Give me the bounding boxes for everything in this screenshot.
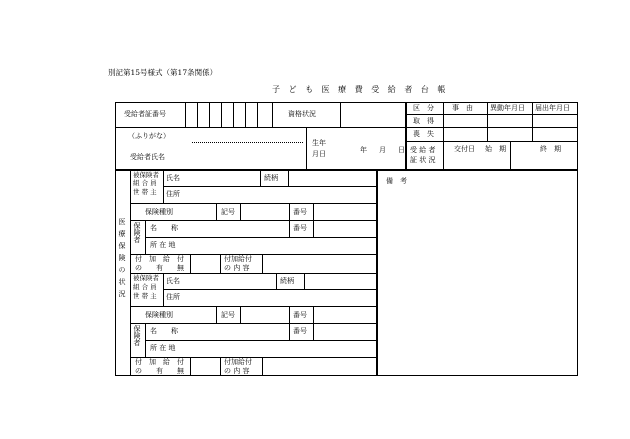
insurer-name-label-b: 名 称 — [150, 327, 178, 335]
remarks-label: 備 考 — [386, 177, 407, 185]
birth-label-1: 生年 — [312, 139, 326, 147]
insurer-vertical-label: 保険者 — [133, 222, 141, 243]
extra-content-label-1-b: 付加給付 — [224, 358, 252, 366]
acquisition-row-label: 取 得 — [413, 117, 434, 125]
extra-benefit-label-2-b: の 有 無 — [135, 367, 184, 375]
insurer-vertical-label-b: 保険者 — [133, 325, 141, 346]
issue-date-label: 交付日 — [454, 145, 475, 153]
insurance-type-label-b: 保険種別 — [145, 311, 173, 319]
relation-label-b: 続柄 — [280, 277, 294, 285]
recipient-name-label: 受給者氏名 — [130, 153, 165, 161]
extra-benefit-label-1-b: 付 加 給 付 — [135, 358, 184, 366]
symbol-label-b: 記号 — [221, 311, 235, 319]
loss-row-label: 喪 失 — [413, 130, 434, 138]
cert-status-label-1: 受 給 者 — [410, 146, 436, 154]
insurer-location-label-b: 所 在 地 — [150, 344, 176, 352]
insured-label-2-b: 組 合 員 — [133, 283, 157, 291]
furigana-label: （ふりがな） — [128, 132, 170, 140]
insurer-number-label-b: 番号 — [293, 327, 307, 335]
insured-label-1-b: 被保険者 — [133, 274, 159, 282]
kubun-header: 区 分 — [413, 104, 434, 112]
extra-content-label-2: の 内 容 — [224, 264, 250, 272]
insured-label-1: 被保険者 — [133, 171, 159, 179]
insurer-number-label: 番号 — [293, 224, 307, 232]
insured-label-2: 組 合 員 — [133, 179, 157, 187]
insured-name-label: 氏名 — [166, 174, 180, 182]
page-title: 子 ど も 医 療 費 受 給 者 台 帳 — [272, 85, 449, 94]
number-label: 番号 — [293, 208, 307, 216]
insurer-location-label: 所 在 地 — [150, 241, 176, 249]
remarks-frame — [377, 170, 578, 376]
certificate-number-label: 受給者証番号 — [124, 110, 166, 118]
extra-content-label-2-b: の 内 容 — [224, 367, 250, 375]
relation-label: 続柄 — [264, 174, 278, 182]
birth-label-2: 月日 — [312, 150, 326, 158]
eligibility-label: 資格状況 — [288, 110, 316, 118]
cert-status-label-2: 証 状 況 — [410, 156, 436, 164]
start-period-label: 始 期 — [485, 145, 506, 153]
insurance-type-label: 保険種別 — [145, 208, 173, 216]
birth-date-label: 年 月 日 — [360, 146, 408, 154]
reason-header: 事 由 — [452, 104, 473, 112]
end-period-label: 終 期 — [540, 145, 561, 153]
address-label: 住所 — [166, 190, 180, 198]
insurer-name-label: 名 称 — [150, 224, 178, 232]
insurance-side-label: 医療保険の状況 — [118, 218, 126, 302]
insured-label-3-b: 世 帯 主 — [133, 292, 157, 300]
number-label-b: 番号 — [293, 311, 307, 319]
symbol-label: 記号 — [221, 208, 235, 216]
change-date-header: 異動年月日 — [490, 104, 525, 112]
insured-label-3: 世 帯 主 — [133, 188, 157, 196]
insured-name-label-b: 氏名 — [166, 277, 180, 285]
extra-content-label-1: 付加給付 — [224, 255, 252, 263]
report-date-header: 届出年月日 — [535, 104, 570, 112]
extra-benefit-label-1: 付 加 給 付 — [135, 255, 184, 263]
form-label: 別記第15号様式（第17条関係） — [108, 68, 218, 77]
extra-benefit-label-2: の 有 無 — [135, 264, 184, 272]
address-label-b: 住所 — [166, 293, 180, 301]
